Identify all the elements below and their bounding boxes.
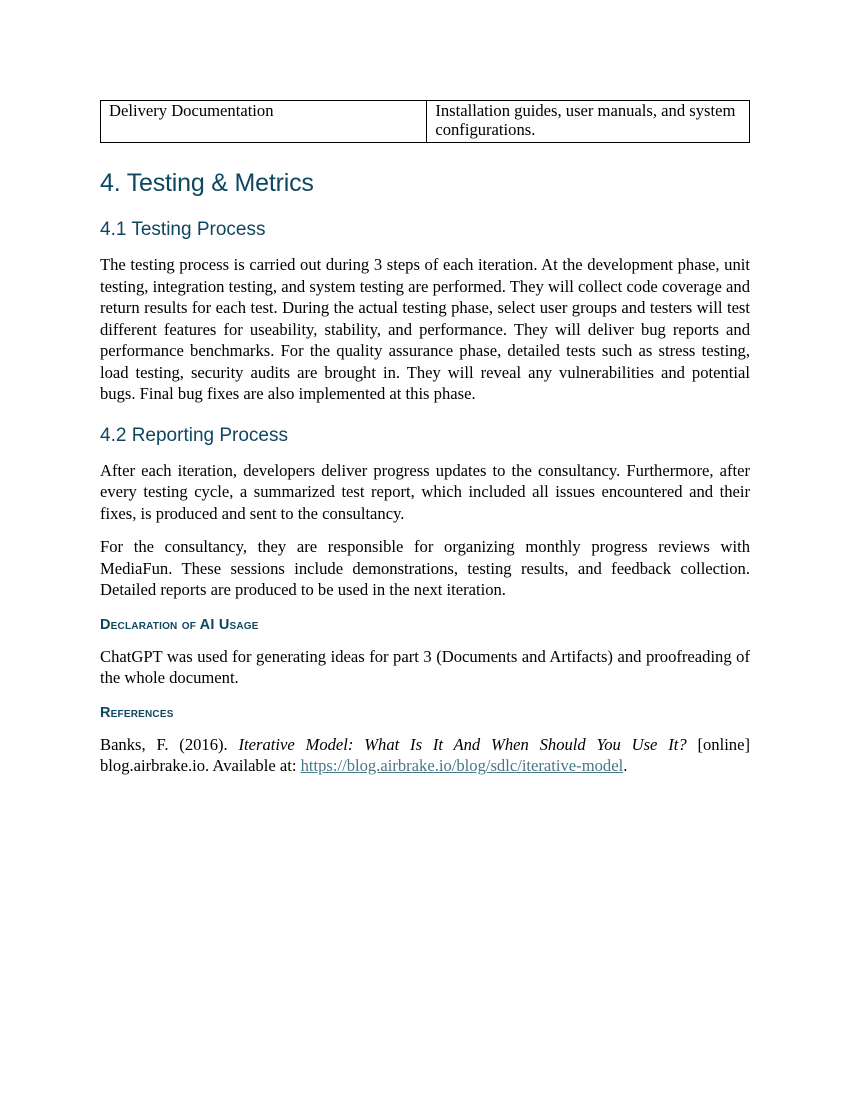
reference-prefix: Banks, F. (2016). — [100, 734, 239, 754]
reference-title: Iterative Model: What Is It And When Should You Use It? — [238, 734, 687, 754]
reference-entry — [100, 734, 750, 777]
document-content — [100, 100, 750, 777]
reference-middle: [online] blog.airbrake.io. Available at: — [100, 734, 750, 776]
table-row — [101, 101, 750, 143]
subsection-heading-testing-process: 4.1 Testing Process — [100, 219, 266, 241]
reference-suffix: . — [623, 756, 628, 776]
delivery-documentation-table — [100, 100, 750, 143]
subsection-heading-reporting-process: 4.2 Reporting Process — [100, 424, 288, 446]
reference-hyperlink[interactable]: https://blog.airbrake.io/blog/sdlc/iterative-model — [300, 756, 624, 776]
heading-references: References — [100, 704, 174, 721]
table-cell-description: Installation guides, user manuals, and system configurations. — [427, 101, 750, 143]
reporting-process-paragraph-2: For the consultancy, they are responsible for organizing monthly progress reviews with MediaFun. These sessions include demonstrations, testing results, and feedback collection. Detailed reports are produced to be used in the next iteration. — [100, 537, 750, 600]
testing-process-paragraph: The testing process is carried out during 3 steps of each iteration. At the development phase, unit testing, integration testing, and system testing are performed. They will collect code coverage and return results for each test. During the actual testing phase, select user groups and testers will test different features for useability, stability, and performance. They will deliver bug reports and performance benchmarks. For the quality assurance phase, detailed tests such as stress testing, load testing, security audits are brought in. They will reveal any vulnerabilities and potential bugs. Final bug fixes are also implemented at this phase. — [100, 255, 750, 404]
ai-declaration-paragraph: ChatGPT was used for generating ideas for part 3 (Documents and Artifacts) and proofreading of the whole document. — [100, 646, 750, 688]
section-heading-testing-metrics: 4. Testing & Metrics — [100, 169, 314, 198]
reporting-process-paragraph-1: After each iteration, developers deliver progress updates to the consultancy. Furthermore, after every testing cycle, a summarized test report, which included all issues encountered and their fixes, is produced and sent to the consultancy. — [100, 460, 750, 523]
table-cell-term: Delivery Documentation — [101, 101, 427, 143]
heading-ai-declaration: Declaration of AI Usage — [100, 616, 259, 633]
